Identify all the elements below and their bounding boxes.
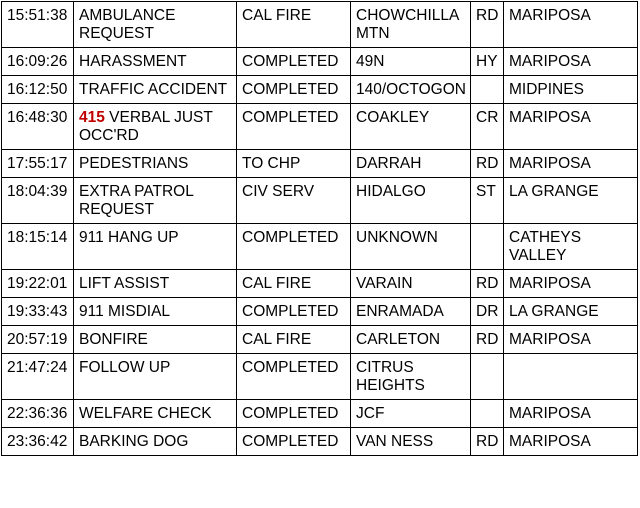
table-row [2,298,638,326]
table-row [2,48,638,76]
call-type-cell: EXTRA PATROL REQUEST [74,178,237,224]
street-cell: CITRUS HEIGHTS [351,354,471,400]
city-cell: MARIPOSA [504,400,638,428]
call-type-cell [74,104,237,150]
city-cell: MARIPOSA [504,428,638,456]
street-cell: UNKNOWN [351,224,471,270]
call-type-cell: LIFT ASSIST [74,270,237,298]
disposition-cell: COMPLETED [237,354,351,400]
street-cell: VAN NESS [351,428,471,456]
table-row [2,400,638,428]
street-suffix-cell: RD [471,150,504,178]
time-cell: 22:36:36 [2,400,74,428]
disposition-cell: COMPLETED [237,224,351,270]
table-row [2,224,638,270]
city-cell [504,354,638,400]
time-cell: 18:15:14 [2,224,74,270]
table-row [2,354,638,400]
street-cell: 49N [351,48,471,76]
table-row [2,150,638,178]
street-cell: DARRAH [351,150,471,178]
table-row [2,326,638,354]
street-cell: 140/OCTOGON [351,76,471,104]
time-cell: 16:48:30 [2,104,74,150]
street-cell: CHOWCHILLA MTN [351,2,471,48]
disposition-cell: COMPLETED [237,400,351,428]
call-type-cell: TRAFFIC ACCIDENT [74,76,237,104]
street-suffix-cell [471,224,504,270]
call-log-table [1,1,638,456]
disposition-cell: TO CHP [237,150,351,178]
table-row [2,2,638,48]
call-type-cell: HARASSMENT [74,48,237,76]
street-suffix-cell: RD [471,2,504,48]
table-row [2,76,638,104]
table-row [2,270,638,298]
city-cell: MARIPOSA [504,48,638,76]
disposition-cell: COMPLETED [237,428,351,456]
call-code-highlight: 415 [79,109,105,126]
disposition-cell: COMPLETED [237,48,351,76]
call-type-cell: BARKING DOG [74,428,237,456]
street-suffix-cell: ST [471,178,504,224]
street-cell: CARLETON [351,326,471,354]
time-cell: 19:33:43 [2,298,74,326]
city-cell: CATHEYS VALLEY [504,224,638,270]
street-suffix-cell: HY [471,48,504,76]
street-cell: JCF [351,400,471,428]
city-cell: MIDPINES [504,76,638,104]
street-cell: COAKLEY [351,104,471,150]
street-suffix-cell: DR [471,298,504,326]
time-cell: 20:57:19 [2,326,74,354]
street-suffix-cell: RD [471,270,504,298]
call-type-cell: 911 HANG UP [74,224,237,270]
time-cell: 16:12:50 [2,76,74,104]
street-suffix-cell: CR [471,104,504,150]
disposition-cell: COMPLETED [237,76,351,104]
call-type-cell: PEDESTRIANS [74,150,237,178]
city-cell: MARIPOSA [504,326,638,354]
time-cell: 23:36:42 [2,428,74,456]
time-cell: 17:55:17 [2,150,74,178]
time-cell: 18:04:39 [2,178,74,224]
street-suffix-cell: RD [471,428,504,456]
time-cell: 19:22:01 [2,270,74,298]
call-type-cell: WELFARE CHECK [74,400,237,428]
call-type-cell: FOLLOW UP [74,354,237,400]
call-type-cell: BONFIRE [74,326,237,354]
time-cell: 21:47:24 [2,354,74,400]
street-cell: VARAIN [351,270,471,298]
disposition-cell: CAL FIRE [237,270,351,298]
street-cell: ENRAMADA [351,298,471,326]
street-suffix-cell [471,354,504,400]
city-cell: MARIPOSA [504,104,638,150]
table-row [2,428,638,456]
disposition-cell: COMPLETED [237,298,351,326]
call-type-cell: AMBULANCE REQUEST [74,2,237,48]
time-cell: 16:09:26 [2,48,74,76]
disposition-cell: CIV SERV [237,178,351,224]
time-cell: 15:51:38 [2,2,74,48]
street-suffix-cell: RD [471,326,504,354]
street-suffix-cell [471,76,504,104]
table-row [2,178,638,224]
table-row [2,104,638,150]
disposition-cell: CAL FIRE [237,2,351,48]
city-cell: LA GRANGE [504,178,638,224]
street-suffix-cell [471,400,504,428]
city-cell: MARIPOSA [504,150,638,178]
city-cell: MARIPOSA [504,2,638,48]
city-cell: LA GRANGE [504,298,638,326]
city-cell: MARIPOSA [504,270,638,298]
disposition-cell: COMPLETED [237,104,351,150]
call-type-cell: 911 MISDIAL [74,298,237,326]
call-type-text: VERBAL JUST OCC'RD [79,109,213,144]
call-log-body [2,2,638,456]
disposition-cell: CAL FIRE [237,326,351,354]
street-cell: HIDALGO [351,178,471,224]
